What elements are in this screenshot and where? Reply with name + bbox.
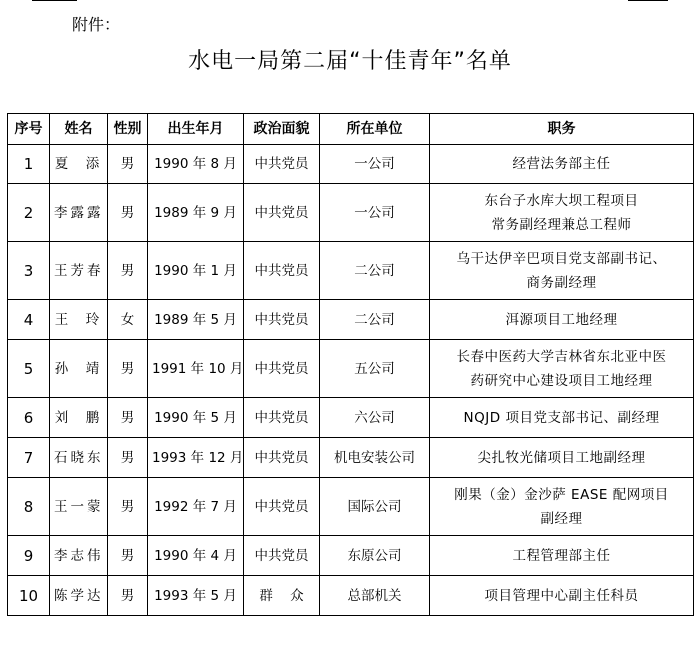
cell-gender: 女 xyxy=(108,300,148,340)
table-row xyxy=(8,536,694,576)
cell-no: 4 xyxy=(8,300,50,340)
cell-position xyxy=(430,300,694,340)
roster-table xyxy=(7,113,694,616)
col-header-birth: 出生年月 xyxy=(148,114,244,145)
cell-gender: 男 xyxy=(108,536,148,576)
position-line: 东台子水库大坝工程项目 xyxy=(484,192,639,209)
table-row xyxy=(8,438,694,478)
cell-position xyxy=(430,438,694,478)
cell-politics: 中共党员 xyxy=(244,184,320,242)
position-line: 商务副经理 xyxy=(526,274,597,291)
position-line: 工程管理部主任 xyxy=(512,547,611,564)
cell-unit: 二公司 xyxy=(320,300,430,340)
cell-no: 8 xyxy=(8,478,50,536)
col-header-name: 姓名 xyxy=(50,114,108,145)
cell-name: 夏 添 xyxy=(50,145,108,184)
cell-position xyxy=(430,242,694,300)
cell-politics: 中共党员 xyxy=(244,340,320,398)
top-rule-left xyxy=(32,0,77,1)
cell-birth: 1990 年 8 月 xyxy=(148,145,244,184)
cell-position xyxy=(430,340,694,398)
table-row xyxy=(8,184,694,242)
cell-unit: 一公司 xyxy=(320,184,430,242)
cell-politics: 中共党员 xyxy=(244,438,320,478)
cell-birth: 1990 年 1 月 xyxy=(148,242,244,300)
cell-unit: 国际公司 xyxy=(320,478,430,536)
cell-no: 3 xyxy=(8,242,50,300)
cell-politics: 中共党员 xyxy=(244,398,320,438)
cell-birth: 1991 年 10 月 xyxy=(148,340,244,398)
cell-position xyxy=(430,145,694,184)
table-row xyxy=(8,145,694,184)
table-row xyxy=(8,478,694,536)
cell-no: 1 xyxy=(8,145,50,184)
cell-politics: 中共党员 xyxy=(244,478,320,536)
cell-politics: 中共党员 xyxy=(244,242,320,300)
cell-gender: 男 xyxy=(108,576,148,616)
cell-unit: 机电安装公司 xyxy=(320,438,430,478)
cell-gender: 男 xyxy=(108,398,148,438)
table-row xyxy=(8,340,694,398)
cell-gender: 男 xyxy=(108,340,148,398)
position-line: NQJD 项目党支部书记、副经理 xyxy=(463,409,660,426)
cell-birth: 1989 年 9 月 xyxy=(148,184,244,242)
cell-gender: 男 xyxy=(108,438,148,478)
table-row xyxy=(8,242,694,300)
cell-birth: 1993 年 12 月 xyxy=(148,438,244,478)
cell-no: 7 xyxy=(8,438,50,478)
cell-politics: 群 众 xyxy=(244,576,320,616)
cell-politics: 中共党员 xyxy=(244,536,320,576)
cell-birth: 1993 年 5 月 xyxy=(148,576,244,616)
cell-birth: 1990 年 4 月 xyxy=(148,536,244,576)
col-header-position: 职务 xyxy=(430,114,694,145)
cell-no: 9 xyxy=(8,536,50,576)
cell-no: 6 xyxy=(8,398,50,438)
cell-gender: 男 xyxy=(108,478,148,536)
position-line: 乌干达伊辛巴项目党支部副书记、 xyxy=(456,250,667,267)
cell-unit: 总部机关 xyxy=(320,576,430,616)
cell-name: 王 玲 xyxy=(50,300,108,340)
position-line: 洱源项目工地经理 xyxy=(505,311,618,328)
col-header-unit: 所在单位 xyxy=(320,114,430,145)
cell-gender: 男 xyxy=(108,145,148,184)
cell-name: 李露露 xyxy=(50,184,108,242)
page-title: 水电一局第二届“十佳青年”名单 xyxy=(188,49,512,74)
cell-birth: 1992 年 7 月 xyxy=(148,478,244,536)
cell-unit: 一公司 xyxy=(320,145,430,184)
position-line: 尖扎牧光储项目工地副经理 xyxy=(477,449,646,466)
cell-position xyxy=(430,398,694,438)
cell-name: 李志伟 xyxy=(50,536,108,576)
cell-name: 孙 靖 xyxy=(50,340,108,398)
cell-position xyxy=(430,478,694,536)
cell-name: 王芳春 xyxy=(50,242,108,300)
table-row xyxy=(8,398,694,438)
attachment-label: 附件： xyxy=(72,15,121,34)
cell-unit: 二公司 xyxy=(320,242,430,300)
cell-politics: 中共党员 xyxy=(244,145,320,184)
cell-gender: 男 xyxy=(108,184,148,242)
cell-birth: 1989 年 5 月 xyxy=(148,300,244,340)
cell-name: 陈学达 xyxy=(50,576,108,616)
table-row xyxy=(8,576,694,616)
cell-name: 刘 鹏 xyxy=(50,398,108,438)
cell-position xyxy=(430,184,694,242)
position-line: 药研究中心建设项目工地经理 xyxy=(470,372,653,389)
table-row xyxy=(8,300,694,340)
position-line: 经营法务部主任 xyxy=(512,156,611,172)
cell-position xyxy=(430,576,694,616)
cell-gender: 男 xyxy=(108,242,148,300)
cell-politics: 中共党员 xyxy=(244,300,320,340)
cell-no: 5 xyxy=(8,340,50,398)
cell-unit: 五公司 xyxy=(320,340,430,398)
cell-unit: 六公司 xyxy=(320,398,430,438)
cell-birth: 1990 年 5 月 xyxy=(148,398,244,438)
cell-unit: 东原公司 xyxy=(320,536,430,576)
cell-name: 石晓东 xyxy=(50,438,108,478)
cell-no: 2 xyxy=(8,184,50,242)
cell-no: 10 xyxy=(8,576,50,616)
header-row xyxy=(8,114,694,145)
top-rule-right xyxy=(628,0,668,1)
position-line: 项目管理中心副主任科员 xyxy=(484,587,639,604)
col-header-politics: 政治面貌 xyxy=(244,114,320,145)
cell-position xyxy=(430,536,694,576)
position-line: 常务副经理兼总工程师 xyxy=(491,216,632,233)
col-header-no: 序号 xyxy=(8,114,50,145)
col-header-gender: 性别 xyxy=(108,114,148,145)
cell-name: 王一蒙 xyxy=(50,478,108,536)
position-line: 副经理 xyxy=(540,510,583,527)
position-line: 刚果（金）金沙萨 EASE 配网项目 xyxy=(454,486,669,503)
position-line: 长春中医药大学吉林省东北亚中医 xyxy=(456,348,667,365)
